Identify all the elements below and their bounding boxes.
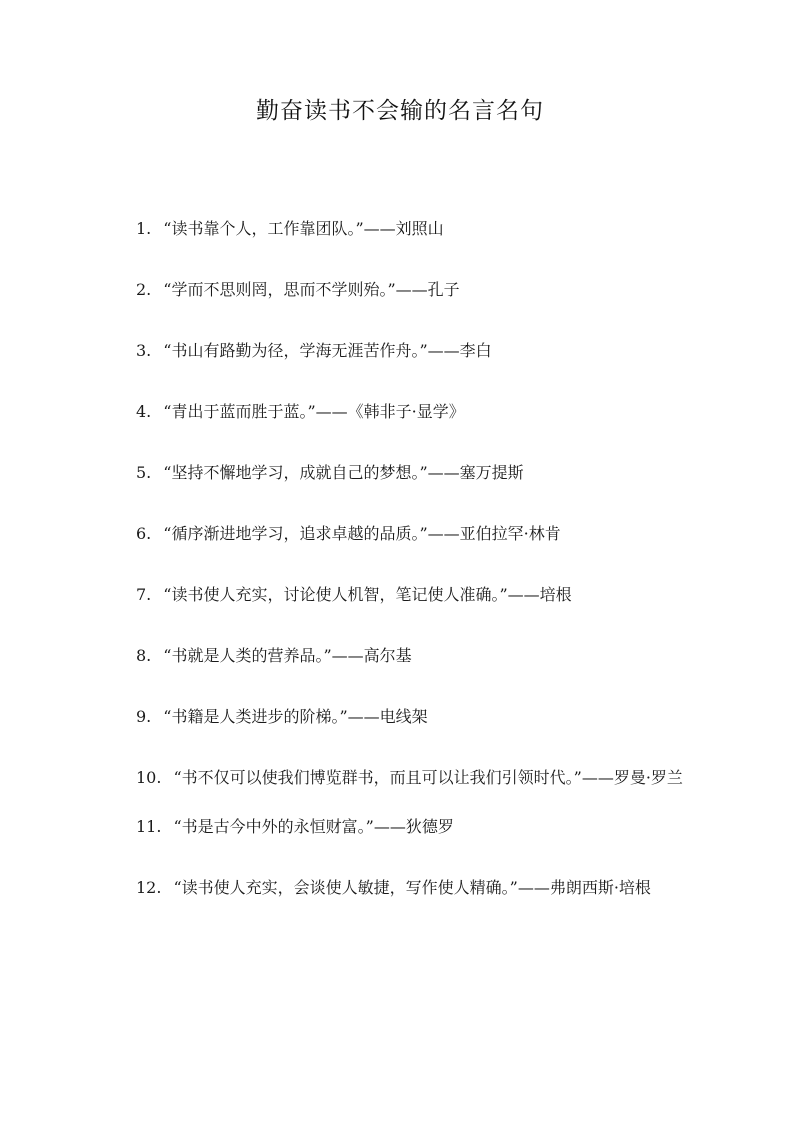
quote-text: “读书使人充实，会谈使人敏捷，写作使人精确。”——弗朗西斯·培根: [173, 878, 651, 897]
quote-item: [98, 812, 718, 842]
quote-item: [98, 702, 718, 732]
quote-item: [98, 751, 718, 805]
quote-item: [98, 397, 718, 427]
quote-number: 7.: [136, 585, 152, 604]
quote-text: “青出于蓝而胜于蓝。”——《韩非子·显学》: [163, 402, 465, 421]
quote-number: 9.: [136, 707, 152, 726]
quote-number: 8.: [136, 646, 152, 665]
page-title: 勤奋读书不会输的名言名句: [256, 98, 544, 124]
quote-number: 5.: [136, 463, 152, 482]
quote-item: [98, 336, 718, 366]
quote-number: 10.: [136, 768, 162, 787]
quote-number: 2.: [136, 280, 152, 299]
quote-item: [98, 214, 718, 244]
quote-text: “书是古今中外的永恒财富。”——狄德罗: [173, 817, 454, 836]
quote-item: [98, 458, 718, 488]
quote-list: [98, 214, 718, 922]
quote-text: “读书使人充实，讨论使人机智，笔记使人准确。”——培根: [163, 585, 572, 604]
quote-text: “循序渐进地学习，追求卓越的品质。”——亚伯拉罕·林肯: [163, 524, 561, 543]
quote-text: “书就是人类的营养品。”——高尔基: [163, 646, 412, 665]
quote-number: 1.: [136, 219, 152, 238]
quote-number: 11.: [136, 817, 162, 836]
quote-number: 4.: [136, 402, 152, 421]
quote-item: [98, 275, 718, 305]
quote-item: [98, 580, 718, 610]
quote-text: “书不仅可以使我们博览群书，而且可以让我们引领时代。”——罗曼·罗兰: [173, 768, 683, 787]
quote-text: “书籍是人类进步的阶梯。”——电线架: [163, 707, 428, 726]
quote-text: “学而不思则罔，思而不学则殆。”——孔子: [163, 280, 460, 299]
quote-item: [98, 641, 718, 671]
quote-item: [98, 519, 718, 549]
quote-text: “坚持不懈地学习，成就自己的梦想。”——塞万提斯: [163, 463, 524, 482]
quote-number: 6.: [136, 524, 152, 543]
quote-text: “读书靠个人，工作靠团队。”——刘照山: [163, 219, 444, 238]
quote-number: 3.: [136, 341, 152, 360]
quote-item: [98, 861, 718, 915]
quote-number: 12.: [136, 878, 162, 897]
quote-text: “书山有路勤为径，学海无涯苦作舟。”——李白: [163, 341, 492, 360]
